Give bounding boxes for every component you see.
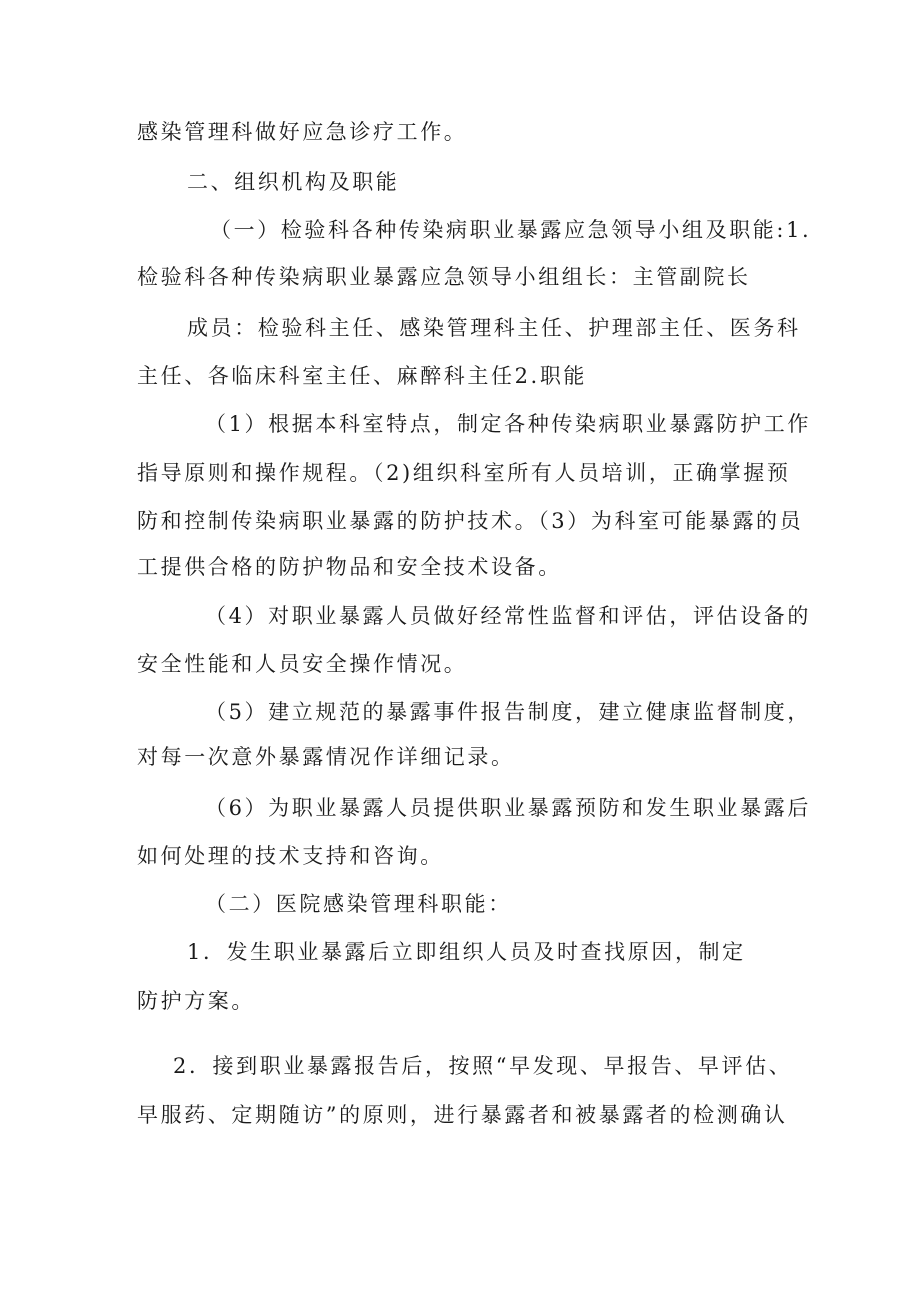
text-line: （6）为职业暴露人员提供职业暴露预防和发生职业暴露后 [205,796,811,820]
text-line: 主任、各临床科室主任、麻醉科主任2.职能 [137,364,588,388]
text-line: 成员：检验科主任、感染管理科主任、护理部主任、医务科 [187,316,801,340]
subsection-heading: （二）医院感染管理科职能： [205,892,512,916]
text-line: 检验科各种传染病职业暴露应急领导小组组长：主管副院长 [137,265,751,289]
text-line: 对每一次意外暴露情况作详细记录。 [137,745,515,769]
text-line: 防和控制传染病职业暴露的防护技术。（3）为科室可能暴露的员 [137,509,804,533]
text-line: 1．发生职业暴露后立即组织人员及时查找原因，制定 [187,940,746,964]
text-line: 安全性能和人员安全操作情况。 [137,652,468,676]
text-line: 防护方案。 [137,989,255,1013]
text-line: 如何处理的技术支持和咨询。 [137,844,444,868]
text-line: 工提供合格的防护物品和安全技术设备。 [137,555,562,579]
text-line: 指导原则和操作规程。（2)组织科室所有人员培训，正确掌握预 [137,461,791,485]
subsection-heading: （一）检验科各种传染病职业暴露应急领导小组及职能:1. [210,218,812,242]
text-line: （1）根据本科室特点，制定各种传染病职业暴露防护工作 [205,412,811,436]
text-line: （5）建立规范的暴露事件报告制度，建立健康监督制度， [205,700,811,724]
section-heading: 二、组织机构及职能 [187,170,400,194]
text-line: （4）对职业暴露人员做好经常性监督和评估，评估设备的 [205,604,811,628]
text-line: 2．接到职业暴露报告后，按照“早发现、早报告、早评估、 [173,1054,793,1078]
text-line: 感染管理科做好应急诊疗工作。 [137,120,468,144]
text-line: 早服药、定期随访”的原则，进行暴露者和被暴露者的检测确认 [137,1103,788,1127]
